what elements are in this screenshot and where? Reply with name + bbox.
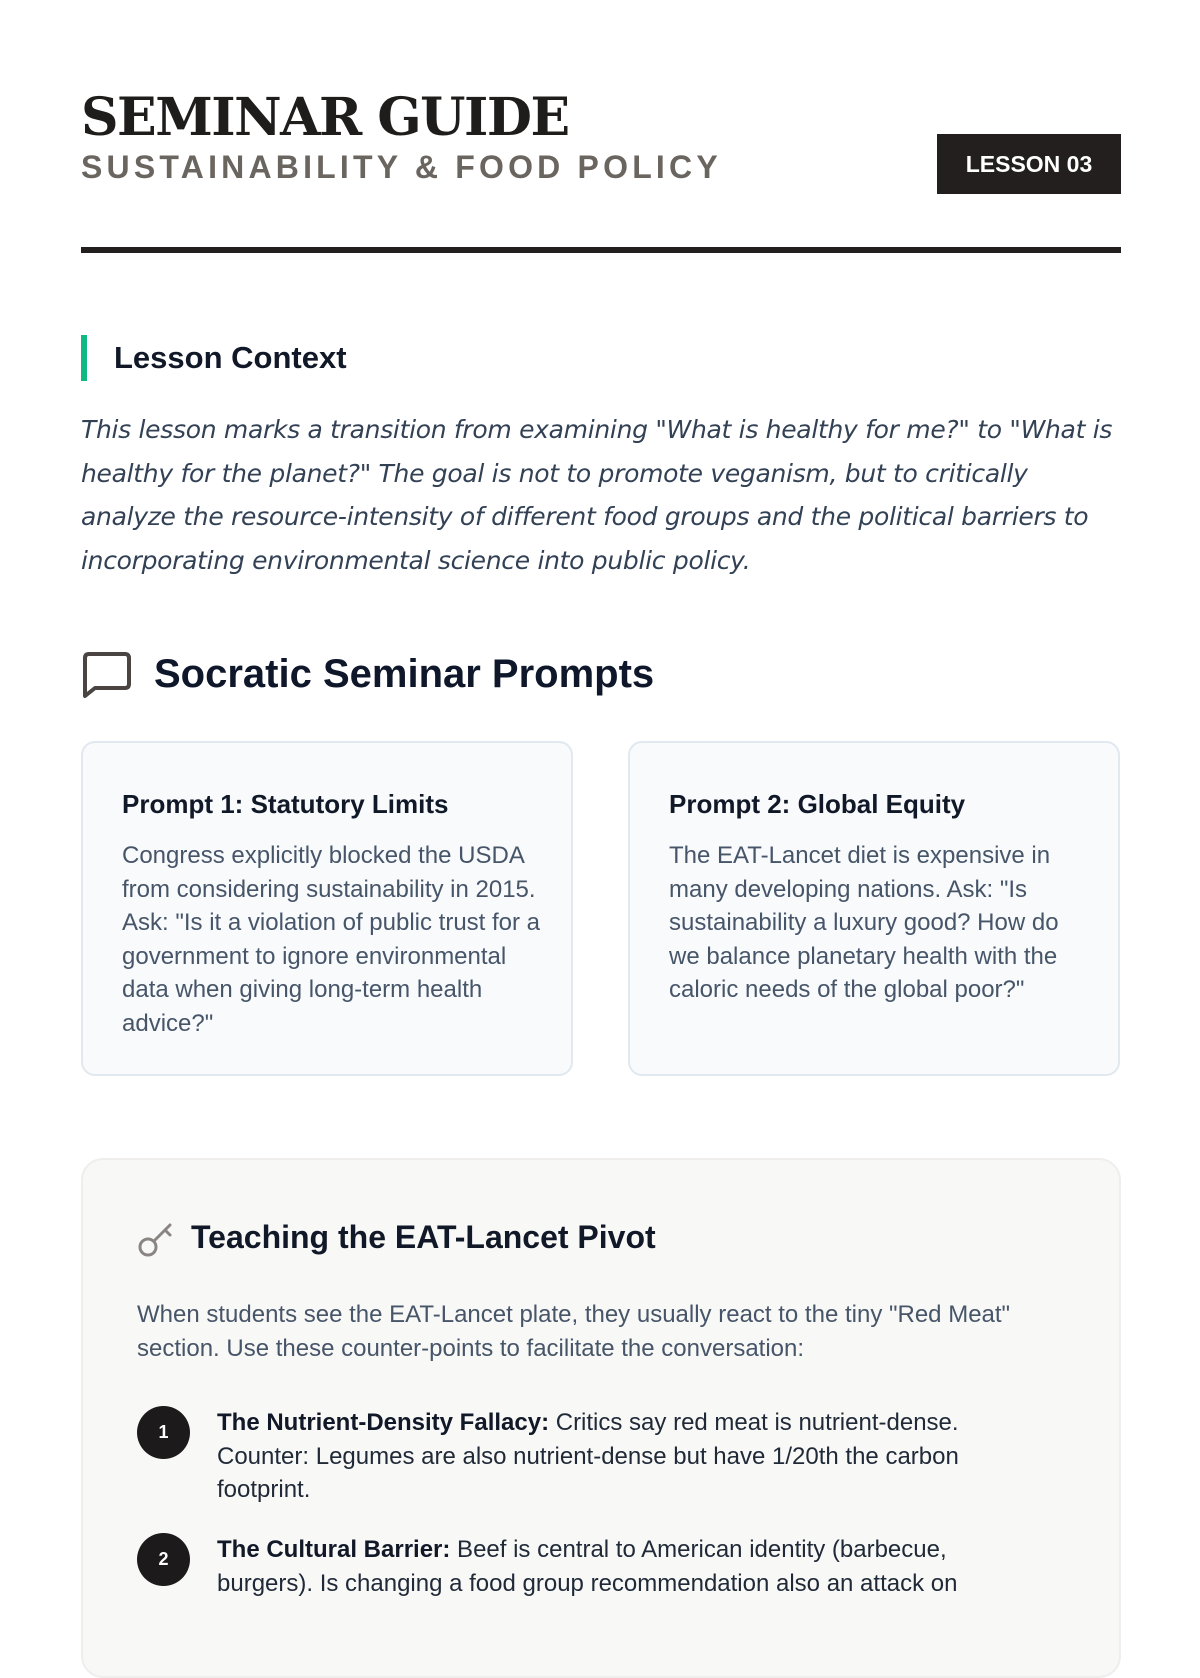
key-icon (137, 1220, 175, 1258)
accent-bar (81, 335, 87, 381)
point-number-badge: 1 (137, 1406, 190, 1459)
page-title: SEMINAR GUIDE (81, 87, 569, 148)
chat-bubble-icon (81, 650, 133, 700)
point-label: The Cultural Barrier: (217, 1536, 451, 1563)
prompt-card-global-equity (628, 741, 1120, 1076)
prompt-text: Congress explicitly blocked the USDA from considering sustainability in 2015. Ask: "Is it a violation of public trust for a government to ignore environmental data when giving long-term health advice?" (122, 842, 541, 1037)
lesson-context-heading (81, 335, 681, 381)
teaching-tips-box (81, 1158, 1121, 1678)
lesson-badge: LESSON 03 (937, 134, 1121, 194)
teaching-intro-text: When students see the EAT-Lancet plate, they usually react to the tiny "Red Meat" section. Use these counter-points to facilitate the conversation: (137, 1301, 1011, 1362)
lesson-context-text: This lesson marks a transition from examining "What is healthy for me?" to "What is healthy for the planet?" The goal is not to promote veganism, but to critically analyze the resource-intensity of different food groups and the political barriers to incorporating environmental science into public policy. (81, 415, 1113, 575)
socratic-prompts-title: Socratic Seminar Prompts (154, 652, 655, 696)
lesson-context-title: Lesson Context (114, 340, 347, 375)
point-text (217, 1533, 1007, 1600)
point-body: Critics say red meat is nutrient-dense. Counter: Legumes are also nutrient-dense but have 1/20th the carbon footprint. (217, 1409, 959, 1503)
prompt-title: Prompt 1: Statutory Limits (122, 789, 449, 819)
point-text (217, 1406, 1007, 1507)
point-label: The Nutrient-Density Fallacy: (217, 1409, 550, 1436)
teaching-tips-title: Teaching the EAT-Lancet Pivot (191, 1219, 656, 1255)
prompt-card-statutory-limits (81, 741, 573, 1076)
prompt-text: The EAT-Lancet diet is expensive in many developing nations. Ask: "Is sustainability a luxury good? How do we balance planetary health with the caloric needs of the global poor?" (669, 842, 1059, 1003)
point-number-badge: 2 (137, 1533, 190, 1586)
page-subtitle: SUSTAINABILITY & FOOD POLICY (81, 149, 722, 185)
teaching-tips-heading (137, 1216, 937, 1260)
socratic-prompts-heading (81, 648, 881, 704)
page-header (81, 82, 1121, 252)
header-divider (81, 247, 1121, 253)
prompt-title: Prompt 2: Global Equity (669, 789, 966, 819)
point-body: Beef is central to American identity (barbecue, burgers). Is changing a food group recommendation also an attack on (217, 1536, 958, 1597)
